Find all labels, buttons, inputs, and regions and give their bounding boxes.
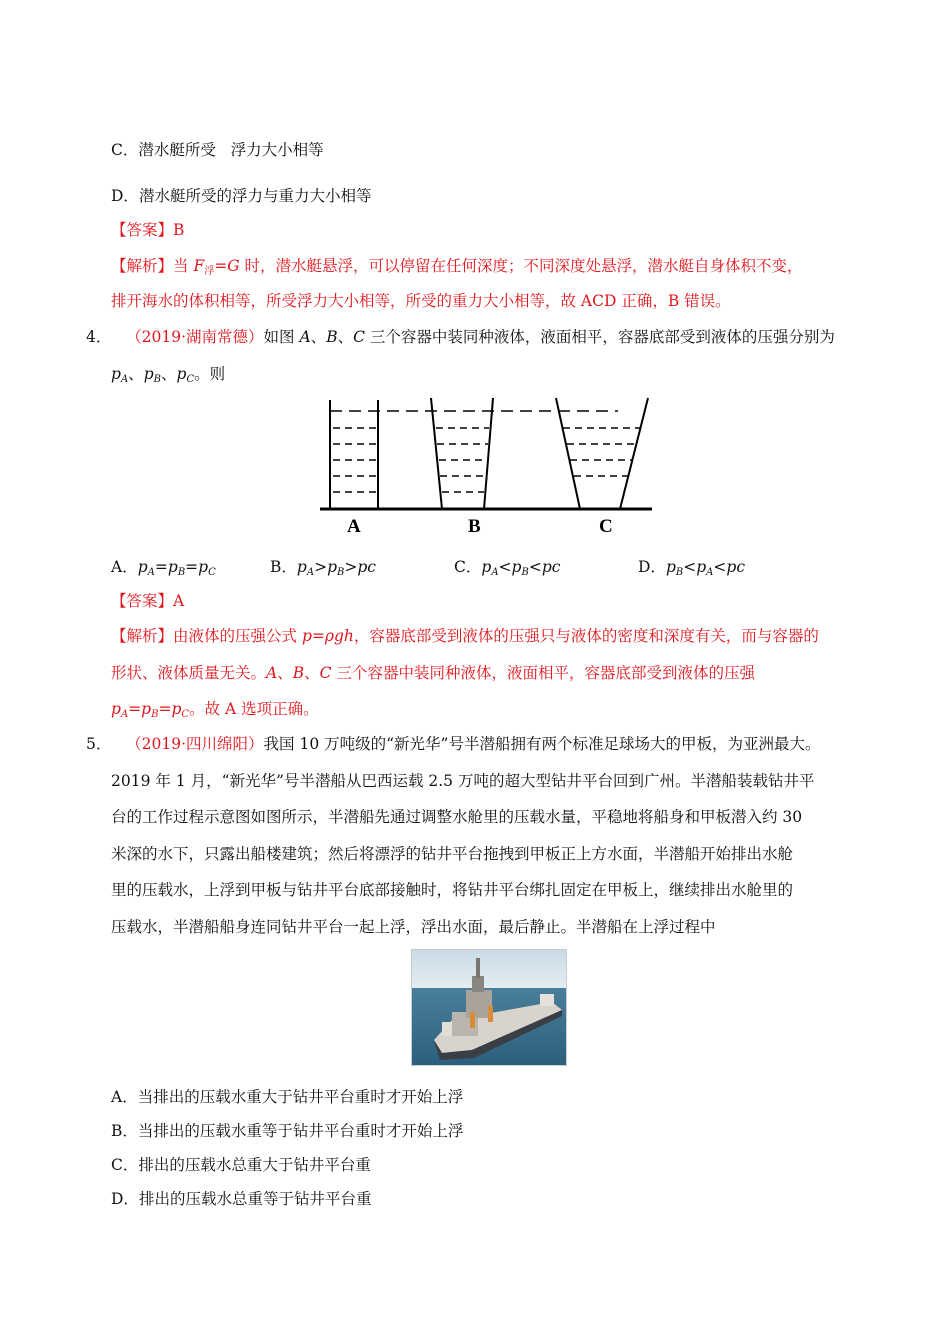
q5-stem-line5: 里的压载水，上浮到甲板与钻井平台底部接触时，将钻井平台绑扎固定在甲板上，继续排出水舱里的 — [111, 881, 794, 899]
container-a-label: A — [347, 516, 361, 537]
semi-submersible-ship-photo — [411, 949, 567, 1066]
containers-figure — [318, 392, 658, 542]
q3-answer: 【答案】B — [111, 221, 185, 239]
q4-option-c: C．$p_A<p_B<pc$ — [454, 558, 561, 578]
container-b-label: B — [468, 516, 481, 537]
q5-option-a: A．当排出的压载水重大于钻井平台重时才开始上浮 — [111, 1088, 464, 1106]
q5-stem-line1: 5． （2019·四川绵阳）我国 10 万吨级的“新光华”号半潜船拥有两个标准足球场大的甲板，为亚洲最大。 — [86, 735, 821, 753]
container-c-left-wall — [556, 398, 580, 509]
q4-analysis-line2: 形状、液体质量无关。A、B、C 三个容器中装同种液体，液面相平，容器底部受到液体的压强 — [111, 664, 755, 682]
q5-option-d: D．排出的压载水总重等于钻井平台重 — [111, 1190, 372, 1208]
q4-option-d: D．$p_B<p_A<pc$ — [638, 558, 746, 578]
container-b-right-wall — [484, 398, 493, 509]
q4-stem-line2: $p_A$、$p_B$、$p_C$。则 — [111, 365, 226, 385]
q5-stem-line6: 压载水，半潜船船身连同钻井平台一起上浮，浮出水面，最后静止。半潜船在上浮过程中 — [111, 918, 716, 936]
q4-analysis-line3: $p_A=p_B=p_C$。故 A 选项正确。 — [111, 700, 319, 720]
q3-analysis-line2: 排开海水的体积相等，所受浮力大小相等，所受的重力大小相等，故 ACD 正确，B 错误。 — [111, 292, 731, 310]
container-b-left-wall — [431, 398, 442, 509]
q4-option-b: B．$p_A>p_B>pc$ — [270, 558, 376, 578]
q4-stem-line1: 4． （2019·湖南常德）如图 A、B、C 三个容器中装同种液体，液面相平，容器底部受到液体的压强分别为 — [86, 328, 835, 346]
q4-option-a: A．$p_A=p_B=p_C$ — [111, 558, 216, 578]
q4-answer: 【答案】A — [111, 592, 185, 610]
q5-stem-line2: 2019 年 1 月，“新光华”号半潜船从巴西运载 2.5 万吨的超大型钻井平台回到广州。半潜船装载钻井平 — [111, 772, 815, 790]
q3-option-c: C．潜水艇所受 浮力大小相等 — [111, 141, 324, 159]
q3-analysis-line1: 【解析】当 F浮=G 时，潜水艇悬浮，可以停留在任何深度；不同深度处悬浮，潜水艇自身体积不变， — [111, 257, 803, 277]
q5-stem-line3: 台的工作过程示意图如图所示，半潜船先通过调整水舱里的压载水量，平稳地将船身和甲板潜入约 30 — [111, 808, 803, 826]
q3-option-d: D．潜水艇所受的浮力与重力大小相等 — [111, 187, 372, 205]
q5-stem-line4: 米深的水下，只露出船楼建筑；然后将漂浮的钻井平台拖拽到甲板正上方水面，半潜船开始排出水舱 — [111, 845, 794, 863]
q4-analysis-line1: 【解析】由液体的压强公式 p=ρgh，容器底部受到液体的压强只与液体的密度和深度有关，而与容器的 — [111, 627, 819, 645]
container-c-label: C — [599, 516, 613, 537]
q5-option-b: B．当排出的压载水重等于钻井平台重时才开始上浮 — [111, 1122, 464, 1140]
q5-option-c: C．排出的压载水总重大于钻井平台重 — [111, 1156, 371, 1174]
container-c-right-wall — [620, 398, 648, 509]
